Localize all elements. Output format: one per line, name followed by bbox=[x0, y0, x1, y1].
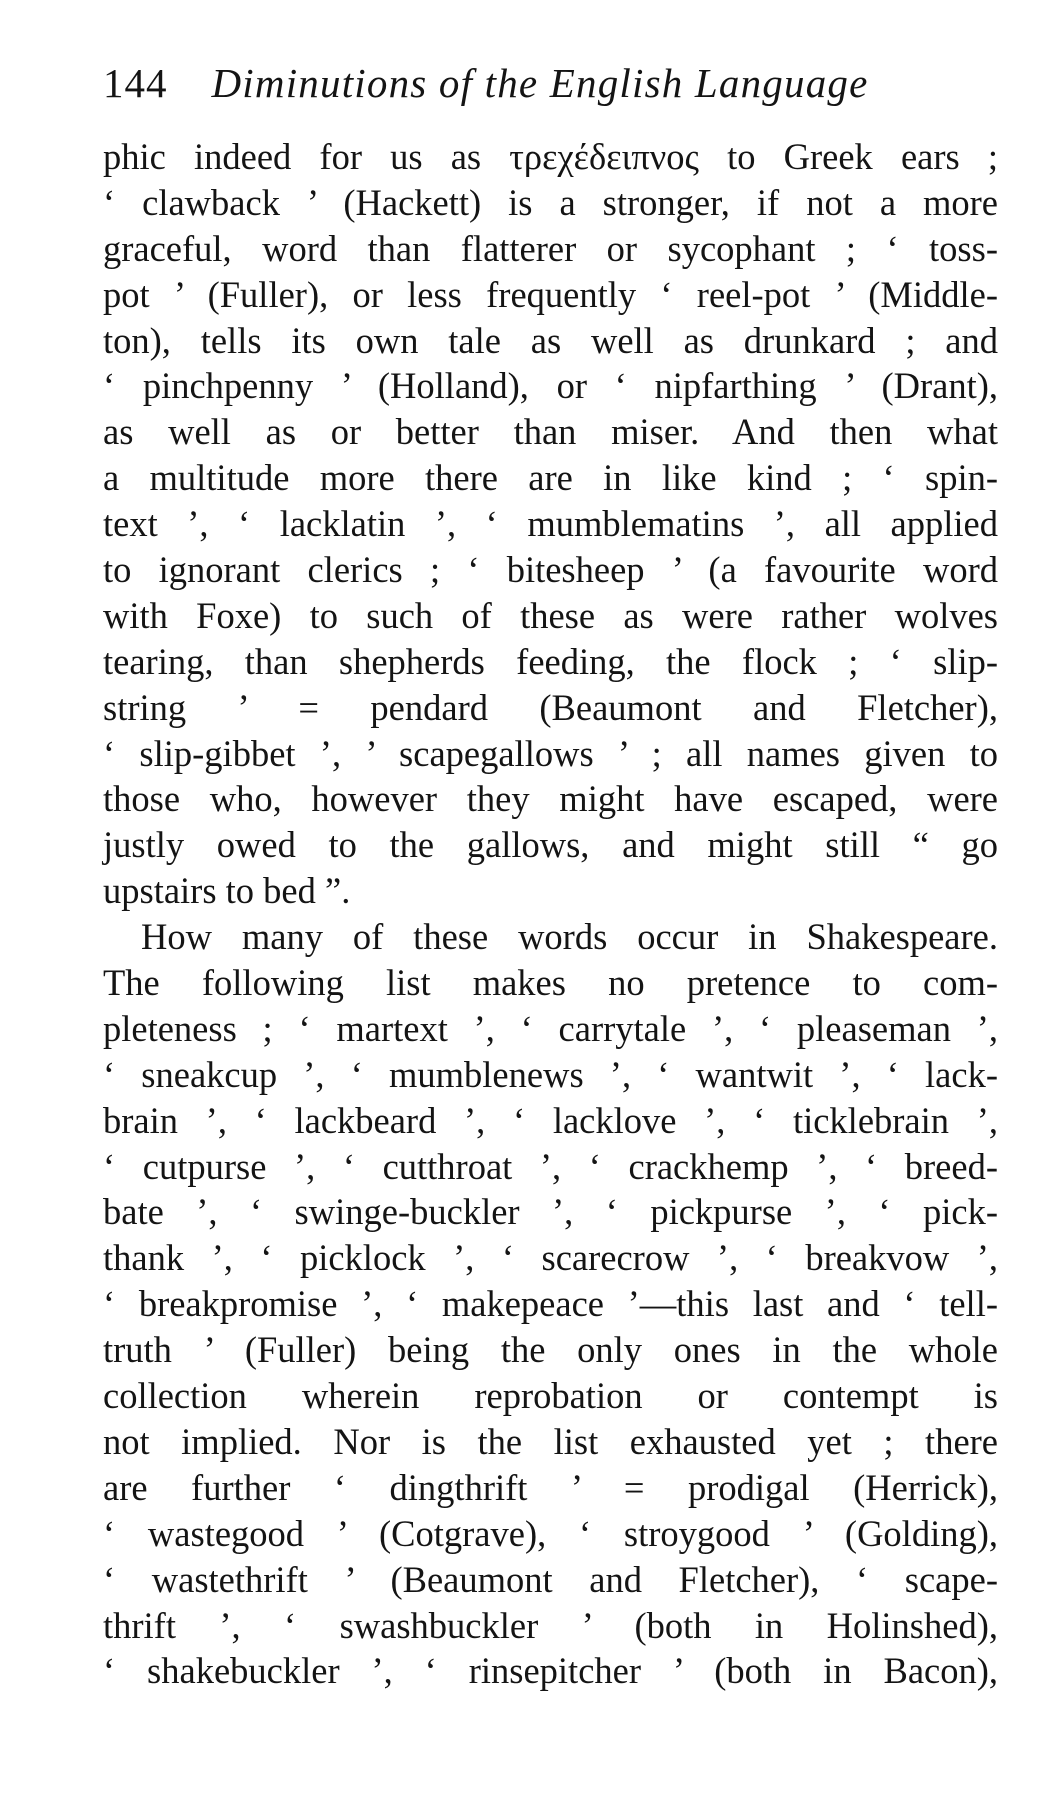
text-line: graceful, word than flatterer or sycophant ; ‘ toss- bbox=[103, 227, 998, 269]
paragraph bbox=[103, 914, 998, 1694]
text-line: brain ’, ‘ lackbeard ’, ‘ lacklove ’, ‘ ticklebrain ’, bbox=[103, 1099, 998, 1141]
running-title: Diminutions of the English Language bbox=[211, 60, 869, 106]
text-line: as well as or better than miser. And then what bbox=[103, 411, 998, 453]
text-line: ‘ wastethrift ’ (Beaumont and Fletcher), ‘ scape- bbox=[103, 1558, 998, 1600]
text-line: collection wherein reprobation or contempt is bbox=[103, 1375, 998, 1417]
text-line: ton), tells its own tale as well as drunkard ; and bbox=[103, 319, 998, 361]
text-line: not implied. Nor is the list exhausted yet ; there bbox=[103, 1420, 998, 1462]
text-line: ‘ cutpurse ’, ‘ cutthroat ’, ‘ crackhemp ’, ‘ breed- bbox=[103, 1145, 998, 1187]
text-line: justly owed to the gallows, and might still “ go bbox=[103, 824, 998, 866]
text-line: are further ‘ dingthrift ’ = prodigal (Herrick), bbox=[103, 1466, 998, 1508]
text-line: a multitude more there are in like kind ; ‘ spin- bbox=[103, 457, 998, 499]
paragraph bbox=[103, 134, 998, 914]
text-line: pot ’ (Fuller), or less frequently ‘ reel-pot ’ (Middle- bbox=[103, 273, 998, 315]
text-line: upstairs to bed ”. bbox=[103, 870, 351, 912]
text-line: thank ’, ‘ picklock ’, ‘ scarecrow ’, ‘ breakvow ’, bbox=[103, 1237, 998, 1279]
text-line: thrift ’, ‘ swashbuckler ’ (both in Holinshed), bbox=[103, 1604, 998, 1646]
text-line: ‘ shakebuckler ’, ‘ rinsepitcher ’ (both in Bacon), bbox=[103, 1650, 998, 1692]
text-line: truth ’ (Fuller) being the only ones in the whole bbox=[103, 1329, 998, 1371]
book-page bbox=[103, 52, 998, 1694]
text-line: those who, however they might have escaped, were bbox=[103, 778, 998, 820]
text-line: bate ’, ‘ swinge-buckler ’, ‘ pickpurse ’, ‘ pick- bbox=[103, 1191, 998, 1233]
text-line: ‘ clawback ’ (Hackett) is a stronger, if not a more bbox=[103, 181, 998, 223]
text-line: text ’, ‘ lacklatin ’, ‘ mumblematins ’, all applied bbox=[103, 503, 998, 545]
text-line: string ’ = pendard (Beaumont and Fletcher), bbox=[103, 686, 998, 728]
body-text bbox=[103, 134, 998, 1694]
running-head bbox=[103, 52, 998, 114]
text-line: ‘ pinchpenny ’ (Holland), or ‘ nipfarthing ’ (Drant), bbox=[103, 365, 998, 407]
text-line: ‘ slip-gibbet ’, ’ scapegallows ’ ; all names given to bbox=[103, 732, 998, 774]
text-line: ‘ breakpromise ’, ‘ makepeace ’—this last and ‘ tell- bbox=[103, 1283, 998, 1325]
text-line: pleteness ; ‘ martext ’, ‘ carrytale ’, ‘ pleaseman ’, bbox=[103, 1007, 998, 1049]
text-line: ‘ sneakcup ’, ‘ mumblenews ’, ‘ wantwit ’, ‘ lack- bbox=[103, 1053, 998, 1095]
text-line: ‘ wastegood ’ (Cotgrave), ‘ stroygood ’ (Golding), bbox=[103, 1512, 998, 1554]
page-number: 144 bbox=[103, 60, 168, 106]
text-line: with Foxe) to such of these as were rather wolves bbox=[103, 594, 998, 636]
text-line: tearing, than shepherds feeding, the flock ; ‘ slip- bbox=[103, 640, 998, 682]
text-line: to ignorant clerics ; ‘ bitesheep ’ (a favourite word bbox=[103, 549, 998, 591]
text-line: How many of these words occur in Shakespeare. bbox=[141, 916, 998, 958]
text-line: phic indeed for us as τρεχέδειπνος to Greek ears ; bbox=[103, 136, 998, 177]
text-line: The following list makes no pretence to com- bbox=[103, 962, 998, 1004]
